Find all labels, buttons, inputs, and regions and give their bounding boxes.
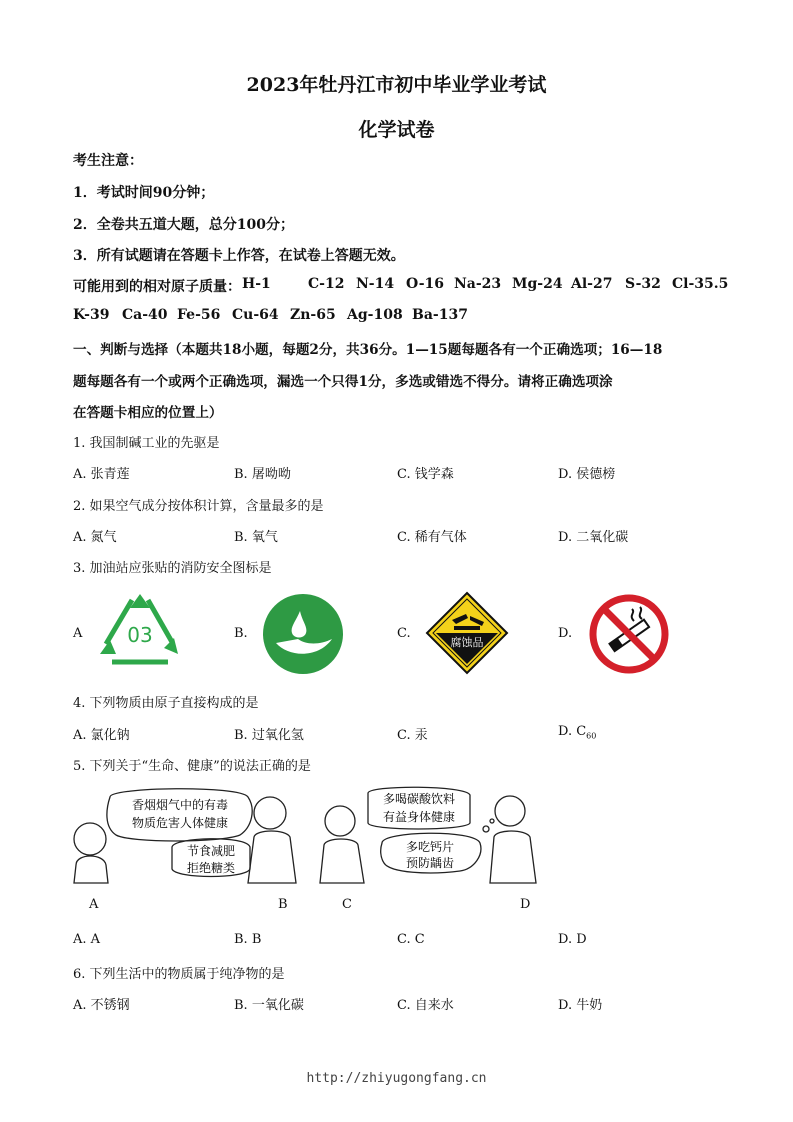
cartoon-label-a: A	[89, 897, 99, 912]
atomic-mass: H-1	[242, 276, 271, 292]
atomic-mass-label: 可能用到的相对原子质量：	[73, 279, 241, 295]
question-stem: 6. 下列生活中的物质属于纯净物的是	[73, 967, 285, 982]
atomic-mass: Na-23	[454, 276, 502, 292]
cartoon-label-c: C	[342, 897, 352, 912]
option-b: B. B	[234, 932, 262, 947]
recycle-icon	[94, 592, 186, 674]
atomic-mass: Mg-24	[512, 276, 563, 292]
option-c: C. 稀有气体	[397, 530, 467, 545]
bubble-text: 多吃钙片	[405, 840, 455, 854]
bubble-text: 有益身体健康	[382, 810, 456, 824]
atomic-mass: Ba-137	[412, 307, 468, 323]
page-title: 2023年牡丹江市初中毕业学业考试	[246, 74, 547, 96]
bubble-text: 节食减肥	[186, 844, 236, 858]
cartoon-label-d: D	[520, 897, 531, 912]
atomic-mass: N-14	[356, 276, 395, 292]
option-a: A. 不锈钢	[73, 998, 130, 1013]
question-stem: 3. 加油站应张贴的消防安全图标是	[73, 561, 272, 576]
health-cartoon	[70, 783, 540, 888]
option-d: D. 二氧化碳	[558, 530, 629, 545]
option-a: A. 氮气	[73, 530, 117, 545]
section-heading-line: 一、判断与选择（本题共18小题，每题2分，共36分。1—15题每题各有一个正确选项；16—18	[73, 342, 663, 358]
no-smoking-icon	[588, 593, 670, 675]
notice-item: 2．全卷共五道大题，总分100分；	[73, 217, 294, 233]
notice-heading: 考生注意：	[73, 153, 143, 169]
corrosive-label: 腐蚀品	[450, 636, 484, 649]
notice-item: 3．所有试题请在答题卡上作答，在试卷上答题无效。	[73, 248, 405, 264]
atomic-mass: S-32	[625, 276, 661, 292]
option-a: A. 张青莲	[73, 467, 130, 482]
option-b: B. 一氧化碳	[234, 998, 304, 1013]
option-d-subscript: 60	[586, 731, 597, 741]
option-c: C. 自来水	[397, 998, 454, 1013]
question-stem: 1. 我国制碱工业的先驱是	[73, 436, 220, 451]
question-stem: 2. 如果空气成分按体积计算，含量最多的是	[73, 499, 324, 514]
question-stem: 4. 下列物质由原子直接构成的是	[73, 696, 259, 711]
option-d: D. D	[558, 932, 587, 947]
water-saving-icon	[262, 593, 344, 675]
option-c: C.	[397, 626, 411, 641]
atomic-mass: K-39	[73, 307, 110, 323]
atomic-mass: Zn-65	[290, 307, 336, 323]
option-d-text: D. C	[558, 724, 587, 739]
option-d	[558, 724, 596, 741]
atomic-mass: C-12	[308, 276, 345, 292]
bubble-text: 多喝碳酸饮料	[382, 792, 456, 806]
option-a: A. A	[73, 932, 101, 947]
bubble-text: 香烟烟气中的有毒	[131, 798, 229, 812]
atomic-mass: Ag-108	[347, 307, 403, 323]
option-a: A. 氯化钠	[73, 728, 130, 743]
notice-item: 1．考试时间90分钟；	[73, 185, 215, 201]
section-heading-line: 在答题卡相应的位置上）	[73, 405, 223, 421]
option-c: C. 钱学森	[397, 467, 454, 482]
atomic-mass: Cu-64	[232, 307, 279, 323]
section-heading-line: 题每题各有一个或两个正确选项，漏选一个只得1分，多选或错选不得分。请将正确选项涂	[73, 374, 613, 390]
option-c: C. C	[397, 932, 425, 947]
recycle-number: 03	[127, 623, 153, 647]
option-b: B. 氧气	[234, 530, 278, 545]
bubble-text: 拒绝糖类	[186, 861, 236, 875]
page-subtitle: 化学试卷	[358, 119, 435, 141]
option-a: A	[73, 626, 83, 641]
option-b: B.	[234, 626, 248, 641]
atomic-mass: O-16	[406, 276, 445, 292]
option-b: B. 屠呦呦	[234, 467, 291, 482]
atomic-mass: Ca-40	[122, 307, 168, 323]
corrosive-icon	[426, 592, 508, 674]
option-d: D. 侯德榜	[558, 467, 616, 482]
cartoon-label-b: B	[278, 897, 288, 912]
option-d: D. 牛奶	[558, 998, 603, 1013]
atomic-mass: Fe-56	[177, 307, 221, 323]
atomic-mass: Cl-35.5	[672, 276, 729, 292]
atomic-mass: Al-27	[571, 276, 613, 292]
bubble-text: 预防龋齿	[405, 856, 455, 870]
option-c: C. 汞	[397, 728, 428, 743]
question-stem: 5. 下列关于“生命、健康”的说法正确的是	[73, 759, 311, 774]
footer-url[interactable]: http://zhiyugongfang.cn	[306, 1071, 487, 1086]
bubble-text: 物质危害人体健康	[131, 816, 229, 830]
option-b: B. 过氧化氢	[234, 728, 304, 743]
option-d: D.	[558, 626, 573, 641]
